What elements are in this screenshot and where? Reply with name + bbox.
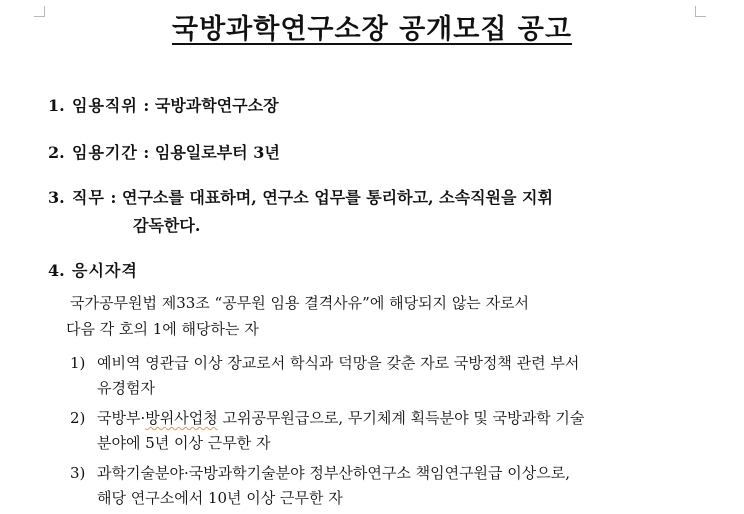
document-title: 국방과학연구소장 공개모집 공고 (172, 14, 572, 45)
qualification-item-2-line2: 분야에 5년 이상 근무한 자 (97, 434, 271, 452)
qualification-item-number: 1) (70, 354, 86, 372)
section-label: 응시자격 (72, 261, 138, 280)
section-qualifications (48, 260, 138, 282)
section-appointment-position (48, 95, 279, 117)
section-value: 임용일로부터 3년 (154, 143, 280, 162)
section-label: 임용직위 (72, 96, 138, 115)
section-duties (48, 187, 553, 209)
qualification-item-2-line1 (97, 407, 584, 429)
section-number: 3. (48, 188, 65, 207)
qualification-intro-line1: 국가공무원법 제33조 “공무원 임용 결격사유”에 해당되지 않는 자로서 (70, 294, 530, 312)
item-2-text-c: 고위공무원급으로, 무기체계 획득분야 및 국방과학 기술 (217, 409, 585, 427)
section-value-line1: 연구소를 대표하며, 연구소 업무를 통리하고, 소속직원을 지휘 (121, 188, 553, 207)
section-number: 2. (48, 143, 65, 162)
qualification-item-number: 3) (70, 464, 86, 482)
qualification-item-3-line1: 과학기술분야·국방과학기술분야 정부산하연구소 책임연구원급 이상으로, (97, 464, 571, 482)
section-value: 국방과학연구소장 (154, 96, 279, 115)
section-label: 임용기간 (72, 143, 138, 162)
section-duties-continued (133, 215, 200, 237)
section-number: 1. (48, 96, 65, 115)
section-appointment-term (48, 142, 280, 164)
qualification-item-1-line1: 예비역 영관급 이상 장교로서 학식과 덕망을 갖춘 자로 국방정책 관련 부서 (97, 354, 580, 372)
item-2-text-a: 국방부· (97, 409, 146, 427)
qualification-intro-line2: 다음 각 호의 1에 해당하는 자 (66, 320, 259, 338)
section-separator: : (143, 143, 150, 162)
qualification-item-number: 2) (70, 409, 86, 427)
section-number: 4. (48, 261, 65, 280)
item-2-spellcheck-word: 방위사업청 (145, 409, 218, 427)
section-value-line2: 감독한다. (133, 216, 201, 235)
qualification-item-1-line2: 유경험자 (97, 379, 155, 397)
qualification-item-3-line2: 해당 연구소에서 10년 이상 근무한 자 (97, 489, 343, 507)
section-label: 직무 (72, 188, 105, 207)
section-separator: : (110, 188, 117, 207)
section-separator: : (143, 96, 150, 115)
